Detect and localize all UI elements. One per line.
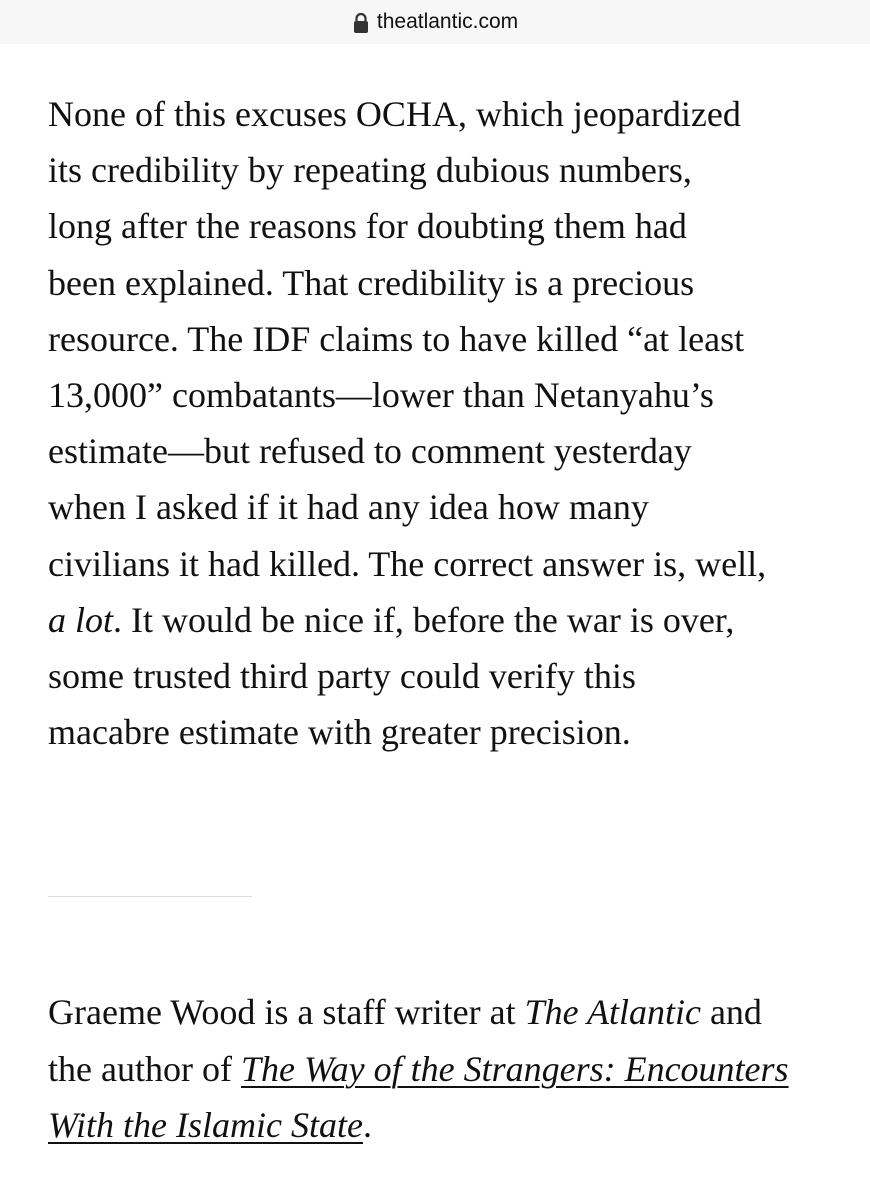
book-title-link[interactable] [241,1049,789,1089]
bio-text: . [362,1105,372,1145]
article-body [48,86,838,760]
paragraph-line: estimate—but refused to comment yesterday [48,431,692,472]
emphasis-text: a lot [48,599,114,640]
bio-line [48,1097,848,1154]
address-bar[interactable] [0,0,870,44]
section-divider [48,896,252,897]
domain-label: theatlantic.com [376,10,519,33]
bio-line [48,984,848,1041]
author-bio [48,984,848,1154]
paragraph-text: . It would be nice if, before the war is over, [113,599,735,640]
paragraph-line: resource. The IDF claims to have killed “at least [48,318,745,359]
paragraph-line: when I asked if it had any idea how many [48,487,649,528]
paragraph-line: long after the reasons for doubting them had [48,206,687,247]
bio-text: Graeme Wood is a staff writer at [48,992,525,1032]
paragraph-line [48,592,838,648]
bio-text: the author of [48,1048,241,1089]
publication-name: The Atlantic [524,992,701,1032]
paragraph-line: civilians it had killed. The correct answer is, well, [48,543,767,584]
lock-icon [352,12,370,34]
paragraph-line: 13,000” combatants—lower than Netanyahu’s [48,375,714,416]
paragraph-line: None of this excuses OCHA, which jeopardized [48,94,741,134]
bio-text: and [700,992,762,1032]
bio-line [48,1041,848,1098]
paragraph-line: some trusted third party could verify this [48,656,636,697]
paragraph-line: its credibility by repeating dubious numbers, [48,150,692,191]
article-paragraph [48,86,838,760]
book-title-line[interactable]: The Way of the Strangers: Encounters [240,1048,789,1089]
book-title-line[interactable]: With the Islamic State [48,1105,363,1145]
paragraph-line: macabre estimate with greater precision. [48,712,631,753]
paragraph-line: been explained. That credibility is a precious [48,262,695,303]
book-title-link[interactable] [48,1105,363,1145]
